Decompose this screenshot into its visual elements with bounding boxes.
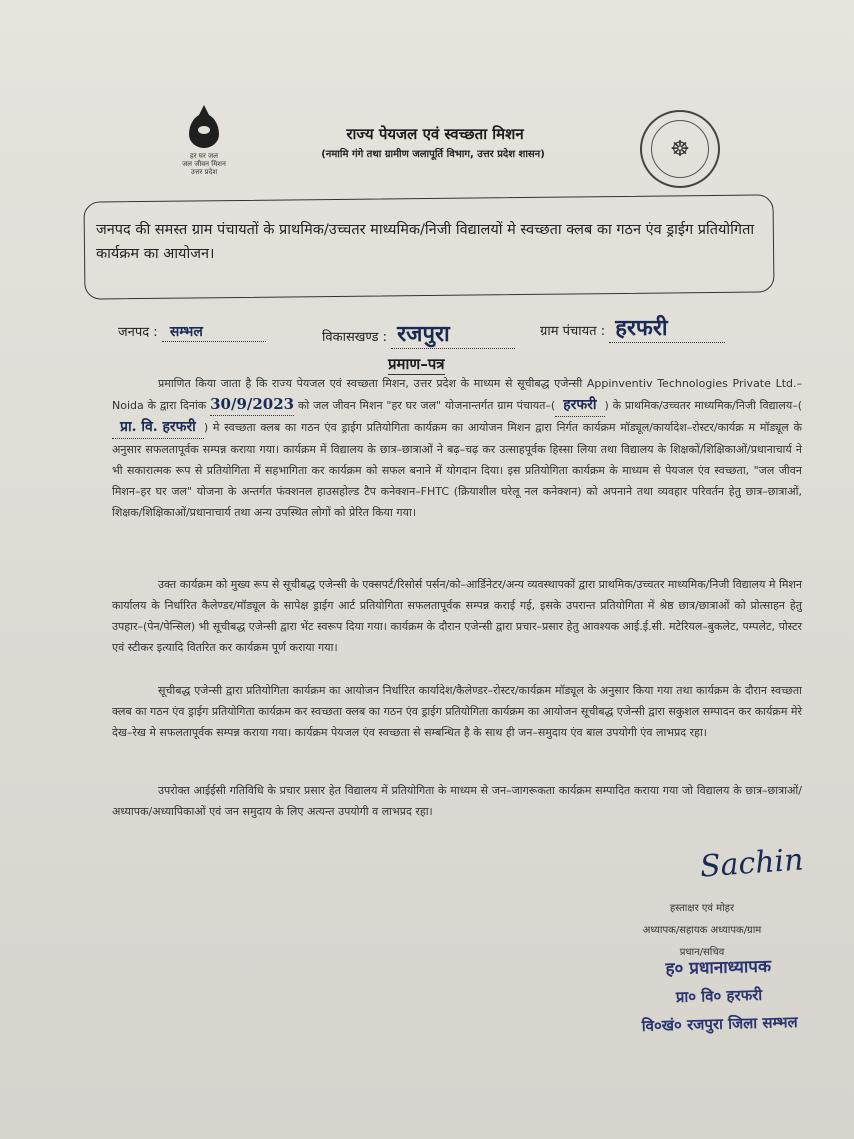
school-name: प्रा. वि. हरफरी	[112, 417, 204, 439]
paragraph-2: उक्त कार्यक्रम को मुख्य रूप से सूचीबद्ध एजेन्सी के एक्सपर्ट/रिसोर्स पर्सन/को–आर्डिनेटर/अन्य व्यवस्थापकों द्वारा प्राथमिक/उच्चतर माध्यमिक/निजी विद्यालय मे मिशन कार्यालय के निर्धारित कैलेण्डर/मॉड्यूल के सापेक्ष ड्राईग आर्ट प्रतियोगिता सफलतापूर्वक सम्पन्न कराई गई, इसके उपरान्त प्रतियोगिता में श्रेष्ठ छात्र/छात्राओं को प्रोत्साहन हेतु उपहार–(पेन/पेन्सिल) भी सूचीबद्ध एजेन्सी द्वारा भेंट स्वरूप दिया गया। कार्यक्रम के दौरान एजेन्सी द्वारा प्रचार–प्रसार हेतु आवश्यक आई.ई.सी. मटेरियल–बुकलेट, पम्पलेट, पोस्टर एवं स्टीकर इत्यादि वितरित कर कार्यक्रम पूर्ण कराया गया।	[112, 578, 802, 654]
janpad-field: जनपद : सम्भल	[118, 322, 266, 342]
emblem-icon: ☸	[651, 120, 709, 178]
vikaskhand-field: विकासखण्ड : रजपुरा	[322, 318, 515, 349]
gram-panchayat-value: हरफरी	[609, 312, 725, 343]
program-date: 30/9/2023	[210, 394, 294, 416]
certificate-title: प्रमाण–पत्र	[388, 355, 445, 373]
paragraph-3: सूचीबद्ध एजेन्सी द्वारा प्रतियोगिता कार्यक्रम का आयोजन निर्धारित कार्यादेश/कैलेण्डर–रोस्टर/कार्यक्रम मॉड्यूल के अनुसार किया गया तथा कार्यक्रम के दौरान स्वच्छता क्लब का गठन एंव ड्राईग प्रतियोगिता कार्यक्रम कर स्वच्छता क्लब का गठन एंव ड्राईग प्रतियोगिता कार्यक्रम का आयोजन सूचीबद्ध एजेन्सी द्वारा सकुशल सम्पादन कर कार्यक्रम मेरे देख–रेख मे सफलतापूर्वक सम्पन्न कराया गया। कार्यक्रम पेयजल एंव स्वच्छता से सम्बन्धित है के साथ ही जन–समुदाय एंव बाल उपयोगी एंव लाभप्रद रहा।	[112, 684, 802, 739]
signature-block: हस्ताक्षर एवं मोहर अध्यापक/सहायक अध्यापक/ग्राम प्रधान/सचिव	[642, 903, 762, 958]
vikaskhand-value: रजपुरा	[391, 318, 515, 349]
har-ghar-jal-logo	[176, 112, 232, 202]
subject-text: जनपद की समस्त ग्राम पंचायतों के प्राथमिक/उच्चतर माध्यमिक/निजी विद्यालयों मे स्वच्छता क्लब का गठन एंव ड्राईग प्रतियोगिता कार्यक्रम का आयोजन।	[96, 222, 755, 262]
village-name: हरफरी	[555, 395, 604, 417]
handwritten-signature: Sachin	[698, 842, 805, 885]
water-drop-icon	[189, 114, 219, 148]
janpad-value: सम्भल	[162, 322, 266, 342]
header-title: राज्य पेयजल एवं स्वच्छता मिशन	[346, 125, 524, 143]
header-subtitle: (नमामि गंगे तथा ग्रामीण जलापूर्ति विभाग, उत्तर प्रदेश शासन)	[321, 149, 545, 160]
up-government-emblem	[640, 110, 720, 188]
logo-caption: हर घर जल जल जीवन मिशन उत्तर प्रदेश	[182, 152, 226, 176]
gram-panchayat-field: ग्राम पंचायत : हरफरी	[540, 312, 725, 343]
paragraph-1: प्रमाणित किया जाता है कि राज्य पेयजल एवं स्वच्छता मिशन, उत्तर प्रदेश के माध्यम से सूचीबद्ध एजेन्सी Appinventiv Technologies Private Ltd.– Noida के द्वारा दिनांक 30/9/2023 को जल जीवन मिशन "हर घर जल" योजनान्तर्गत ग्राम पंचायत–( हरफरी ) के प्राथमिक/उच्चतर माध्यमिक/निजी विद्यालय–(प्रा. वि. हरफरी ) मे स्वच्छता क्लब का गठन एंव ड्राईग प्रतियोगिता कार्यक्रम का आयोजन मिशन द्वारा निर्गत कार्यक्रम मॉड्यूल/कार्यादेश–रोस्टर/कार्यक्र म मॉड्यूल के अनुसार सफलतापूर्वक सम्पन्न कराया गया। कार्यक्रम में विद्यालय के छात्र–छात्राओं ने बढ़–चढ़ कर उत्साहपूर्वक हिस्सा लिया तथा विद्यालय के शिक्षकों/शिक्षिकाओं/प्रधानाचार्य ने भी सकारात्मक रूप से प्रतियोगिता में सहभागिता कर कार्यक्रम को सफल बनाने में योगदान दिया। इस प्रतियोगिता कार्यक्रम के माध्यम से पेयजल एंव स्वच्छता, "जल जीवन मिशन–हर घर जल" योजना के अन्तर्गत फंक्शनल हाउसहोल्ड टैप कनेक्शन–FHTC (क्रियाशील घरेलू नल कनेक्शन) को अपनाने तथा व्यवहार परिवर्तन हेतु छात्र–छात्राओं, शिक्षक/शिक्षिकाओं/प्रधानाचार्य तथा अन्य उपस्थित लोगों को प्रेरित किया गया।	[112, 377, 803, 519]
headmaster-stamp: ह० प्रधानाध्यापक प्रा० वि० हरफरी वि०खं० रजपुरा जिला सम्भल	[641, 956, 798, 1036]
paragraph-4: उपरोक्त आईईसी गतिविधि के प्रचार प्रसार हेत विद्यालय में प्रतियोगिता के माध्यम से जन–जागरूकता कार्यक्रम सम्पादित कराया गया जो विद्यालय के छात्र–छात्राओं/अध्यापक/अध्यापिकाओं एवं जन समुदाय के लिए अत्यन्त उपयोगी व लाभप्रद रहा।	[112, 784, 802, 818]
